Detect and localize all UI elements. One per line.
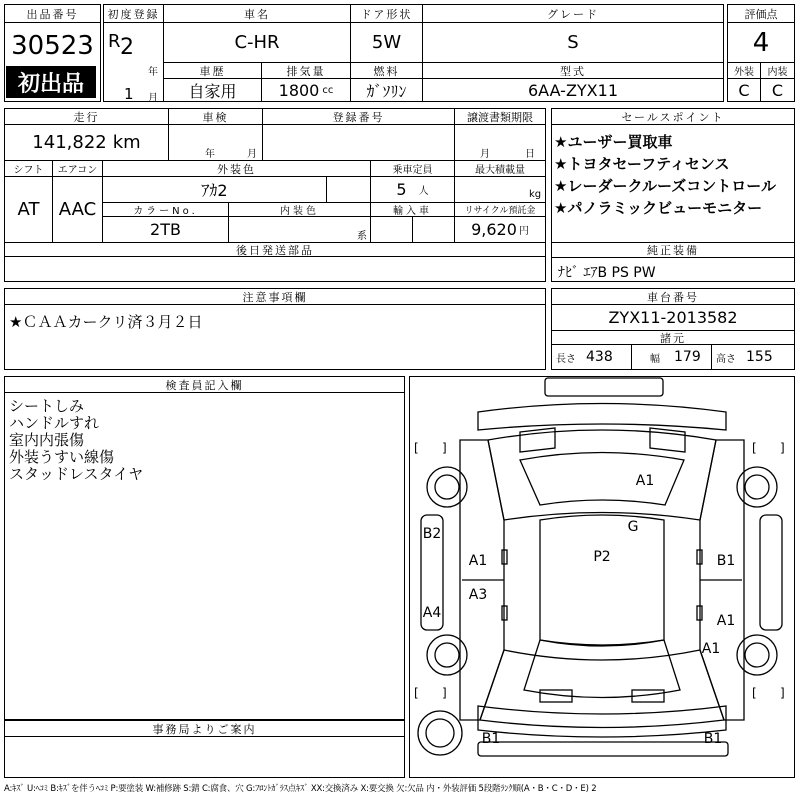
damage-mark: B1 <box>703 731 723 747</box>
dims-header: 諸元 <box>552 331 794 345</box>
recycle-header: リサイクル預託金 <box>455 203 545 217</box>
width: 179 <box>674 349 701 365</box>
height-cell <box>712 345 794 369</box>
inspector-line-3: 室内内張傷 <box>9 431 85 449</box>
model-header: 型式 <box>423 63 723 79</box>
later-parts-header: 後日発送部品 <box>5 243 545 257</box>
capacity-header: 乗車定員 <box>371 161 455 177</box>
lot-no: 30523 <box>11 31 94 61</box>
sales-point-4: ★パノラミックビューモニター <box>554 199 763 217</box>
inspector-header: 検査員記入欄 <box>5 377 404 393</box>
damage-mark: A1 <box>468 553 488 569</box>
height: 155 <box>746 349 773 365</box>
score-table <box>727 4 795 102</box>
notes-header: 注意事項欄 <box>5 289 545 305</box>
displacement-unit: cc <box>322 84 334 96</box>
chassis-no: ZYX11-2013582 <box>552 305 794 331</box>
width-cell <box>632 345 712 369</box>
ac-header: エアコン <box>53 161 103 177</box>
shift-header: シフト <box>5 161 53 177</box>
vehicle-main-table <box>103 4 724 102</box>
mileage-header: 走行 <box>5 109 169 125</box>
inspection-year: 年 <box>205 149 215 160</box>
sales-point-1: ★ユーザー買取車 <box>554 133 673 151</box>
notes-text: ★ＣＡＡカークリ済３月２日 <box>9 313 203 331</box>
inspection-header: 車検 <box>169 109 263 125</box>
reg-year: 2 <box>120 35 134 60</box>
recycle-unit: 円 <box>518 226 529 237</box>
inspector-line-2: ハンドルすれ <box>9 414 100 432</box>
capacity: 5 <box>396 180 407 199</box>
capacity-cell <box>371 177 455 203</box>
svg-text:]: ] <box>442 441 447 455</box>
damage-mark: A4 <box>422 605 442 621</box>
car-outline-diagram <box>410 377 794 777</box>
svg-text:[: [ <box>752 686 757 700</box>
svg-text:]: ] <box>780 686 785 700</box>
mileage-unit: km <box>112 132 141 153</box>
damage-mark: B2 <box>422 526 442 542</box>
reg-month-unit: 月 <box>148 93 158 104</box>
history: 自家用 <box>164 79 262 101</box>
damage-mark: P2 <box>593 549 611 565</box>
inspector-section <box>4 376 405 720</box>
height-label: 高さ <box>716 353 736 365</box>
chassis-header: 車台番号 <box>552 289 794 305</box>
fuel: ｶﾞｿﾘﾝ <box>351 79 423 101</box>
grade-header: グレード <box>423 5 723 23</box>
notes-section <box>4 288 546 370</box>
reg-no-header: 登録番号 <box>263 109 455 125</box>
sales-header: セールスポイント <box>552 109 794 125</box>
length-label: 長さ <box>556 353 576 365</box>
sales-point-2: ★トヨタセーフティセンス <box>554 155 730 173</box>
transfer-day: 日 <box>525 149 535 160</box>
recycle: 9,620 <box>471 220 517 239</box>
model-code: 6AA-ZYX11 <box>528 80 618 100</box>
door-type: 5W <box>351 23 423 63</box>
ext-color-blank <box>327 177 371 203</box>
svg-text:[: [ <box>414 441 419 455</box>
mileage-cell <box>5 125 169 161</box>
ext-color: ｱｶ2 <box>103 177 327 203</box>
ext-color-header: 外装色 <box>103 161 371 177</box>
details-table <box>4 108 546 282</box>
max-load-unit: kg <box>529 189 542 200</box>
damage-mark: A3 <box>468 587 488 603</box>
inspector-line-5: スタッドレスタイヤ <box>9 465 144 483</box>
displacement-header: 排気量 <box>262 63 351 79</box>
exterior-header: 外装 <box>728 63 761 79</box>
damage-mark: B1 <box>716 553 736 569</box>
int-color-cell <box>229 217 371 243</box>
max-load-header: 最大積載量 <box>455 161 545 177</box>
damage-mark: B1 <box>481 731 501 747</box>
import-cell-2 <box>413 217 455 243</box>
length: 438 <box>586 349 613 365</box>
damage-mark: A1 <box>716 613 736 629</box>
damage-marks <box>423 473 736 747</box>
displacement-cell <box>262 79 351 101</box>
first-listing-badge: 初出品 <box>6 66 96 98</box>
first-reg-header: 初度登録 <box>104 5 164 23</box>
shift: AT <box>5 177 53 243</box>
office-section <box>4 720 405 778</box>
fuel-header: 燃料 <box>351 63 423 79</box>
office-header: 事務局よりご案内 <box>5 721 404 737</box>
import-cell <box>371 217 413 243</box>
damage-diagram <box>409 376 795 778</box>
damage-mark: G <box>627 519 639 535</box>
int-color-header: 内装色 <box>229 203 371 217</box>
svg-text:[: [ <box>752 441 757 455</box>
recycle-cell <box>455 217 545 243</box>
sales-points <box>551 108 795 282</box>
reg-month: 1 <box>124 85 134 103</box>
car-name-header: 車名 <box>164 5 351 23</box>
car-name: C-HR <box>164 23 351 63</box>
genuine-header: 純正装備 <box>552 242 794 258</box>
chassis-section <box>551 288 795 370</box>
width-label: 幅 <box>650 353 660 365</box>
grade: S <box>423 23 723 63</box>
inspection-month: 月 <box>247 149 257 160</box>
interior-header: 内装 <box>761 63 794 79</box>
damage-mark: A1 <box>701 641 721 657</box>
transfer-header: 譲渡書類期限 <box>455 109 545 125</box>
import-header: 輸入車 <box>371 203 455 217</box>
svg-text:[: [ <box>414 686 419 700</box>
damage-mark: A1 <box>635 473 655 489</box>
history-header: 車歴 <box>164 63 262 79</box>
reg-year-unit: 年 <box>148 67 158 78</box>
color-no-header: カラーNo. <box>103 203 229 217</box>
lot-no-header: 出品番号 <box>5 5 100 23</box>
genuine-equipment: ﾅﾋﾞ ｴｱB PS PW <box>558 265 656 281</box>
length-cell <box>552 345 632 369</box>
ac: AAC <box>53 177 103 243</box>
transfer-month: 月 <box>480 149 490 160</box>
interior-grade: C <box>771 80 784 100</box>
color-no: 2TB <box>103 217 229 243</box>
door-header: ドア形状 <box>351 5 423 23</box>
svg-text:]: ] <box>442 686 447 700</box>
int-color-unit: 系 <box>357 231 367 242</box>
inspector-line-4: 外装うすい線傷 <box>9 448 115 466</box>
displacement: 1800 <box>278 80 320 100</box>
legend: A:ｷｽﾞ U:ﾍｺﾐ B:ｷｽﾞを伴うﾍｺﾐ P:要塗装 W:補修跡 S:錆 C:腐食、穴 G:ﾌﾛﾝﾄｶﾞﾗｽ点ｷｽﾞ XX:交換済み X:要交換 欠:欠品 内・外装評価 5段階ﾗﾝｸ順(A・B・C・D・E) 2 <box>4 784 597 794</box>
inspector-line-1: シートしみ <box>9 397 85 415</box>
sales-point-3: ★レーダークルーズコントロール <box>554 177 776 195</box>
mileage: 141,822 <box>32 132 107 153</box>
capacity-unit: 人 <box>418 186 429 197</box>
exterior-grade: C <box>728 79 761 101</box>
score-header: 評価点 <box>728 5 794 23</box>
reg-no-cell <box>263 125 455 161</box>
era: R <box>108 31 121 52</box>
score: 4 <box>728 23 794 63</box>
svg-text:]: ] <box>780 441 785 455</box>
